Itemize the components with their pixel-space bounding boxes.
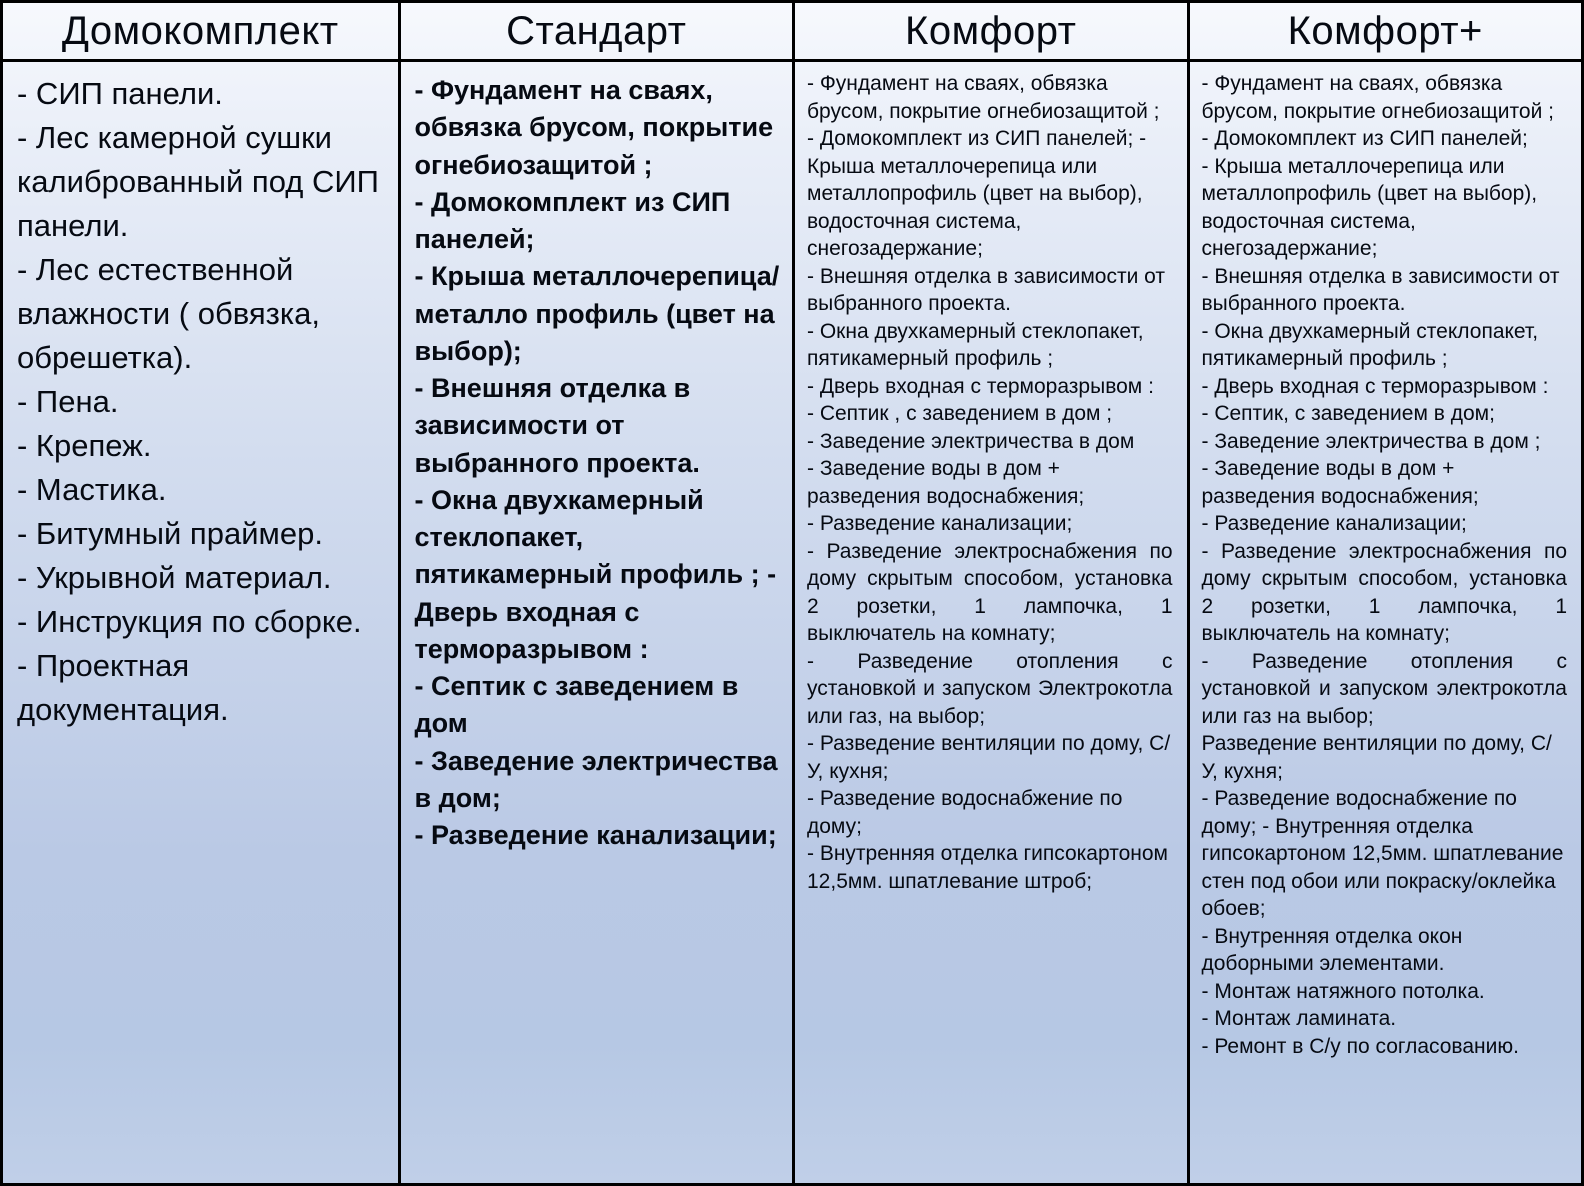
feature-item: - Лес естественной влажности ( обвязка, обрешетка). <box>17 252 320 376</box>
column-header-komfort <box>792 3 1187 62</box>
feature-item: - Разведение водоснабжение по дому; - Внутренняя отделка гипсокартоном 12,5мм. шпатлевание стен под обои или покраску/оклейка обоев; <box>1201 787 1564 920</box>
feature-item: - Дверь входная с терморазрывом : <box>807 374 1154 398</box>
feature-item: - Разведение канализации; <box>414 820 777 850</box>
feature-item: - Крепеж. <box>17 428 152 464</box>
column-header-label: Стандарт <box>506 8 687 53</box>
feature-item: - Заведение воды в дом + разведения водоснабжения; <box>1201 457 1479 508</box>
feature-item: - Септик , с заведением в дом ; <box>807 402 1113 425</box>
feature-item: - Заведение воды в дом + разведения водоснабжения; <box>807 457 1085 508</box>
features-list-domokomplekt <box>3 62 398 1183</box>
feature-item: - Септик с заведением в дом <box>414 671 739 739</box>
column-header-label: Комфорт+ <box>1287 8 1483 53</box>
feature-item: - Домокомплект из СИП панелей; <box>1201 127 1528 150</box>
feature-item: - Разведение канализации; <box>1201 512 1467 535</box>
feature-item: - Разведение отопления с установкой и запуском Электрокотла или газ, на выбор; <box>807 649 1173 728</box>
feature-item: - Укрывной материал. <box>17 560 332 596</box>
feature-item: - Окна двухкамерный стеклопакет, пятикамерный профиль ; <box>807 319 1144 370</box>
feature-item: Разведение вентиляции по дому, С/У, кухня; <box>1201 732 1552 783</box>
feature-item: - Битумный праймер. <box>17 516 323 552</box>
column-header-label: Домокомплект <box>61 8 339 53</box>
feature-item: - Разведение вентиляции по дому, С/У, кухня; <box>807 732 1171 783</box>
feature-item: - Внешняя отделка в зависимости от выбранного проекта. <box>807 264 1165 315</box>
feature-item: - Заведение электричества в дом <box>807 429 1135 453</box>
feature-item: - Монтаж натяжного потолка. <box>1201 979 1485 1003</box>
feature-item: - Пена. <box>17 384 119 420</box>
feature-item: - Инструкция по сборке. <box>17 604 362 640</box>
feature-item: - Заведение электричества в дом; <box>414 745 778 813</box>
feature-item: - Домокомплект из СИП панелей; <box>414 186 731 254</box>
feature-item: - Внутренняя отделка окон доборными элементами. <box>1201 924 1463 975</box>
feature-item: - Крыша металлочерепица/металло профиль (цвет на выбор); <box>414 261 780 366</box>
feature-item: - Разведение отопления с установкой и запуском электрокотла или газ на выбор; <box>1201 649 1567 728</box>
feature-item: - Окна двухкамерный стеклопакет, пятикамерный профиль ; - Дверь входная с терморазрывом : <box>414 484 777 664</box>
feature-item: - Лес камерной сушки калиброванный под СИП панели. <box>17 120 379 244</box>
features-list-komfort <box>792 62 1187 1183</box>
feature-item: - Заведение электричества в дом ; <box>1201 429 1541 453</box>
feature-item: - Крыша металлочерепица или металлопрофиль (цвет на выбор), водосточная система, снегозадержание; <box>1201 154 1538 260</box>
feature-item: - Разведение электроснабжения по дому скрытым способом, установка 2 розетки, 1 лампочка, 1 выключатель на комнату; <box>807 539 1173 645</box>
features-list-standart <box>398 62 793 1183</box>
feature-item: - Внутренняя отделка гипсокартоном 12,5мм. шпатлевание штроб; <box>807 842 1168 893</box>
features-list-komfort-plus <box>1187 62 1582 1183</box>
column-header-komfort-plus <box>1187 3 1582 62</box>
column-header-standart <box>398 3 793 62</box>
feature-item: - Фундамент на сваях, обвязка брусом, покрытие огнебиозащитой ; <box>1201 72 1554 123</box>
feature-item: - Мастика. <box>17 472 167 508</box>
feature-item: - Внешняя отделка в зависимости от выбранного проекта. <box>414 373 700 478</box>
feature-item: - Монтаж ламината. <box>1201 1007 1397 1030</box>
feature-item: - Фундамент на сваях, обвязка брусом, покрытие огнебиозащитой ; <box>414 75 774 180</box>
feature-item: - Разведение водоснабжение по дому; <box>807 787 1123 838</box>
feature-item: - Проектная документация. <box>17 648 229 728</box>
feature-item: - Домокомплект из СИП панелей; - Крыша металлочерепица или металлопрофиль (цвет на выбор), водосточная система, снегозадержание; <box>807 127 1147 260</box>
feature-item: - Септик, с заведением в дом; <box>1201 402 1495 425</box>
feature-item: - Ремонт в С/у по согласованию. <box>1201 1034 1519 1058</box>
feature-item: - Разведение электроснабжения по дому скрытым способом, установка 2 розетки, 1 лампочка, 1 выключатель на комнату; <box>1201 539 1567 645</box>
feature-item: - Разведение канализации; <box>807 512 1073 535</box>
feature-item: - СИП панели. <box>17 76 223 111</box>
feature-item: - Внешняя отделка в зависимости от выбранного проекта. <box>1201 264 1560 315</box>
feature-item: - Фундамент на сваях, обвязка брусом, покрытие огнебиозащитой ; <box>807 72 1160 123</box>
column-header-domokomplekt <box>3 3 398 62</box>
feature-item: - Дверь входная с терморазрывом : <box>1201 374 1549 398</box>
column-header-label: Комфорт <box>905 8 1077 53</box>
feature-item: - Окна двухкамерный стеклопакет, пятикамерный профиль ; <box>1201 319 1539 370</box>
